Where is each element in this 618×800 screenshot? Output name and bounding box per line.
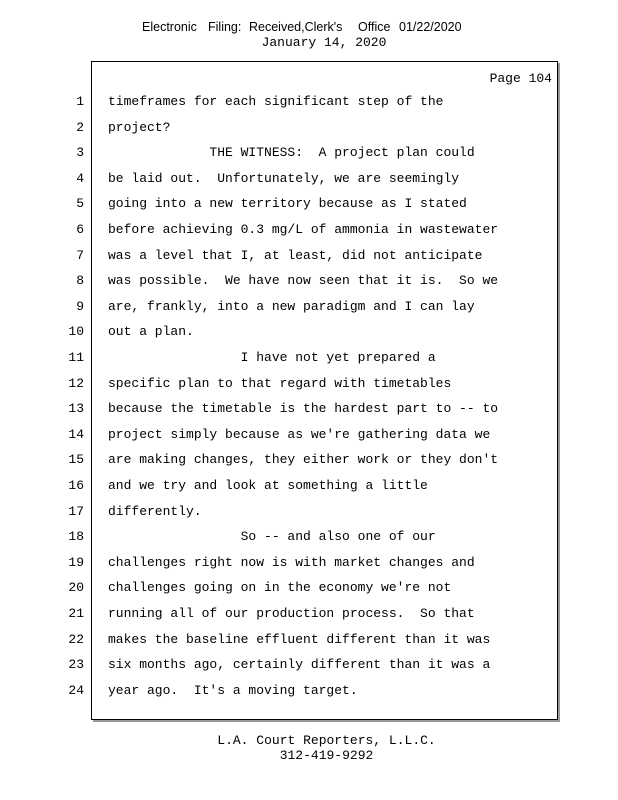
court-reporter-name: L.A. Court Reporters, L.L.C. xyxy=(217,733,436,748)
line-number: 19 xyxy=(68,554,84,570)
transcript-line xyxy=(0,299,618,325)
transcript-line xyxy=(0,683,618,709)
line-number: 22 xyxy=(68,631,84,647)
line-text: are making changes, they either work or they don't xyxy=(108,452,499,468)
transcript-line xyxy=(0,504,618,530)
line-number: 8 xyxy=(76,273,84,289)
line-text: timeframes for each significant step of the xyxy=(108,94,444,109)
line-number: 13 xyxy=(68,401,84,417)
transcript-line xyxy=(0,171,618,197)
transcript-line xyxy=(0,120,618,146)
line-text: before achieving 0.3 mg/L of ammonia in wastewater xyxy=(108,222,499,237)
line-text: challenges right now is with market changes and xyxy=(108,554,475,570)
filing-word-electronic: Electronic xyxy=(142,20,197,34)
line-number: 5 xyxy=(76,196,84,212)
line-text: So -- and also one of our xyxy=(108,529,436,545)
line-number: 11 xyxy=(68,350,84,365)
transcript-line xyxy=(0,376,618,402)
transcript-line xyxy=(0,222,618,248)
transcript-line xyxy=(0,145,618,171)
line-text: are, frankly, into a new paradigm and I can lay xyxy=(108,298,475,314)
transcript-line xyxy=(0,555,618,581)
transcript-line xyxy=(0,94,618,120)
line-text: out a plan. xyxy=(108,324,194,340)
line-text: project simply because as we're gathering data we xyxy=(108,426,491,442)
line-number: 10 xyxy=(68,324,84,340)
line-text: differently. xyxy=(108,503,202,519)
line-number: 9 xyxy=(76,298,84,314)
line-text: project? xyxy=(108,119,171,135)
transcript-line xyxy=(0,606,618,632)
line-number: 6 xyxy=(76,222,84,237)
line-text: I have not yet prepared a xyxy=(108,350,436,365)
filing-word-filing: Filing: xyxy=(208,20,242,34)
line-text: running all of our production process. So that xyxy=(108,606,475,621)
line-number: 21 xyxy=(68,606,84,621)
transcript-line xyxy=(0,427,618,453)
line-number: 2 xyxy=(76,119,84,135)
line-number: 12 xyxy=(68,375,84,391)
transcript-line xyxy=(0,632,618,658)
transcript-line xyxy=(0,248,618,274)
line-text: six months ago, certainly different than it was a xyxy=(108,657,491,673)
transcript-line xyxy=(0,196,618,222)
line-text: THE WITNESS: A project plan could xyxy=(108,145,475,161)
filing-word-office: Office xyxy=(358,20,391,34)
line-text: specific plan to that regard with timetables xyxy=(108,375,452,391)
transcript-line xyxy=(0,529,618,555)
line-text: because the timetable is the hardest part to -- to xyxy=(108,401,499,417)
transcript-line xyxy=(0,452,618,478)
line-number: 1 xyxy=(76,94,84,109)
line-number: 15 xyxy=(68,452,84,468)
line-number: 16 xyxy=(68,478,84,493)
court-reporter-phone: 312-419-9292 xyxy=(279,748,374,763)
line-text: year ago. It's a moving target. xyxy=(108,682,358,698)
page-number: Page 104 xyxy=(489,71,552,86)
transcript-line xyxy=(0,657,618,683)
transcript-line xyxy=(0,580,618,606)
line-number: 3 xyxy=(76,145,84,161)
transcript-line xyxy=(0,401,618,427)
line-number: 24 xyxy=(68,682,84,698)
filing-word-date: 01/22/2020 xyxy=(399,20,462,34)
filing-word-received: Received,Clerk's xyxy=(249,20,343,34)
hearing-date: January 14, 2020 xyxy=(261,35,387,50)
line-text: was possible. We have now seen that it is. So we xyxy=(108,273,499,289)
line-text: makes the baseline effluent different than it was xyxy=(108,631,491,647)
line-text: was a level that I, at least, did not anticipate xyxy=(108,247,483,263)
line-number: 4 xyxy=(76,170,84,186)
transcript-line xyxy=(0,350,618,376)
transcript-line xyxy=(0,478,618,504)
transcript-line xyxy=(0,324,618,350)
line-number: 20 xyxy=(68,580,84,596)
line-number: 14 xyxy=(68,426,84,442)
line-text: be laid out. Unfortunately, we are seemingly xyxy=(108,170,460,186)
line-number: 18 xyxy=(68,529,84,545)
line-number: 17 xyxy=(68,503,84,519)
transcript-line xyxy=(0,273,618,299)
page-footer xyxy=(0,733,618,763)
line-text: challenges going on in the economy we're not xyxy=(108,580,452,596)
line-number: 7 xyxy=(76,247,84,263)
line-text: going into a new territory because as I stated xyxy=(108,196,467,212)
line-text: and we try and look at something a little xyxy=(108,478,428,493)
line-number: 23 xyxy=(68,657,84,673)
